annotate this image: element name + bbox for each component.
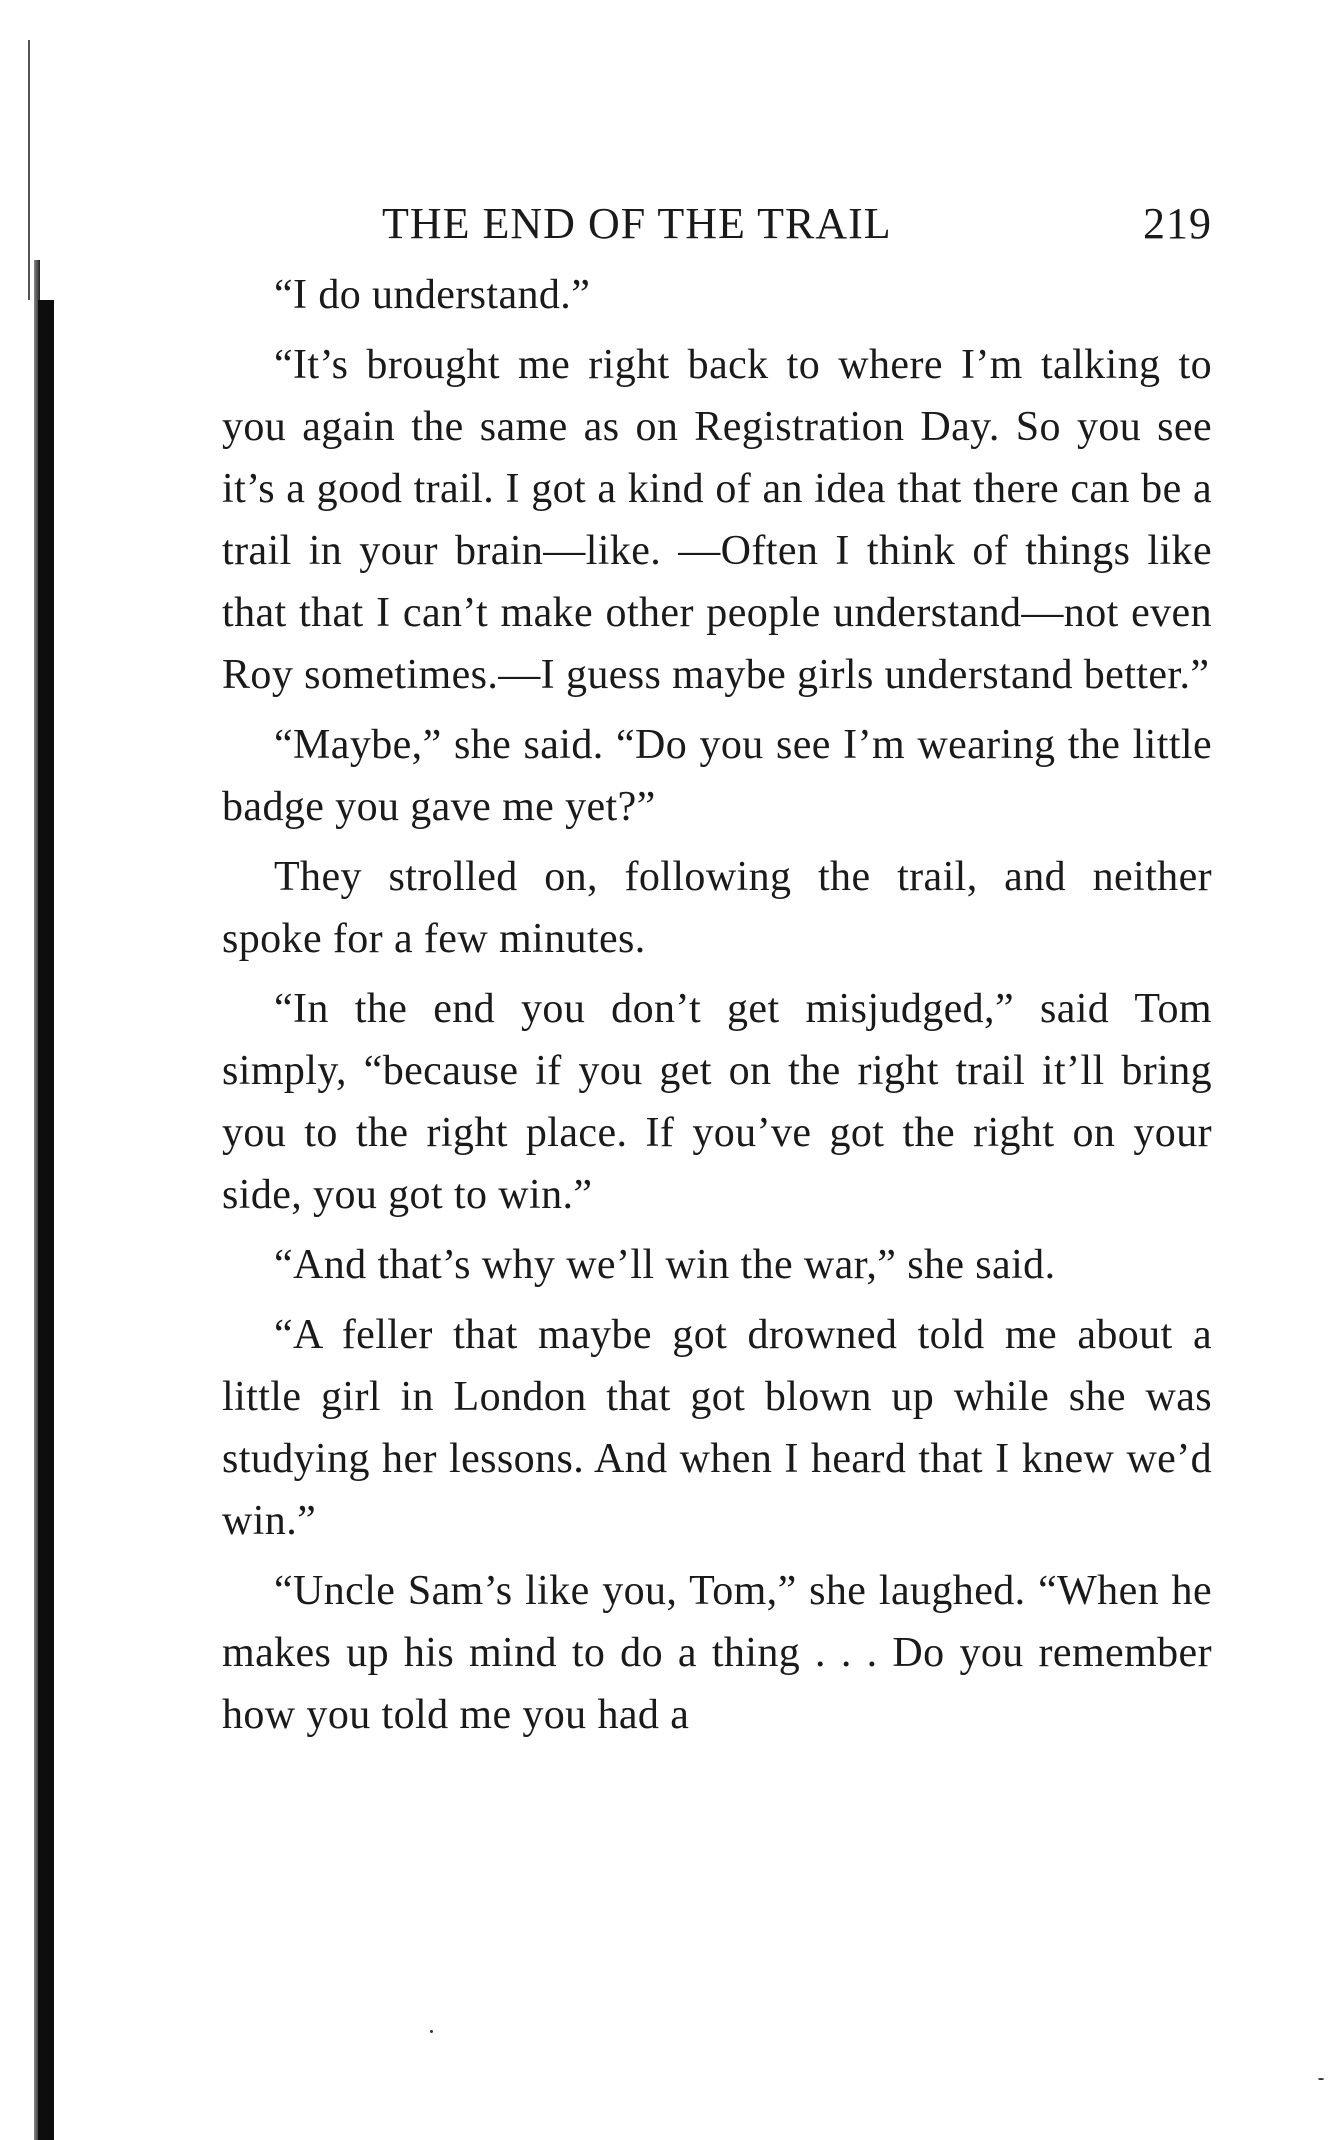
paragraph: “Maybe,” she said. “Do you see I’m wearing the little badge you gave me yet?” [222, 722, 1212, 830]
paragraph: “I do understand.” [274, 272, 591, 318]
page-binding-edge [38, 300, 54, 2140]
running-head [222, 198, 1212, 264]
paragraph: “A feller that maybe got drowned told me about a little girl in London that got blown up while she was studying her lessons. And when I heard that I knew we’d win.” [222, 1312, 1212, 1544]
gutter-shadow-line [28, 40, 30, 300]
paragraph: “And that’s why we’ll win the war,” she said. [274, 1242, 1056, 1288]
running-title: THE END OF THE TRAIL [382, 199, 892, 248]
print-speck [1318, 2078, 1324, 2080]
page-number: 219 [1143, 199, 1212, 248]
paragraph: They strolled on, following the trail, and neither spoke for a few minutes. [222, 854, 1212, 962]
paragraph: “In the end you don’t get misjudged,” said Tom simply, “because if you get on the right trail it’ll bring you to the right place. If you’ve got the right on your side, you got to win.” [222, 986, 1212, 1218]
paragraph: “It’s brought me right back to where I’m talking to you again the same as on Registration Day. So you see it’s a good trail. I got a kind of an idea that there can be a trail in your brain—like. —Often I think of things like that that I can’t make other people understand—not even Roy sometimes.—I guess maybe girls understand better.” [222, 342, 1212, 698]
paragraph: “Uncle Sam’s like you, Tom,” she laughed. “When he makes up his mind to do a thing . . . Do you remember how you told me you had a [222, 1568, 1212, 1738]
print-speck [430, 2030, 433, 2033]
book-page [222, 198, 1212, 1754]
body-text [222, 264, 1212, 1746]
